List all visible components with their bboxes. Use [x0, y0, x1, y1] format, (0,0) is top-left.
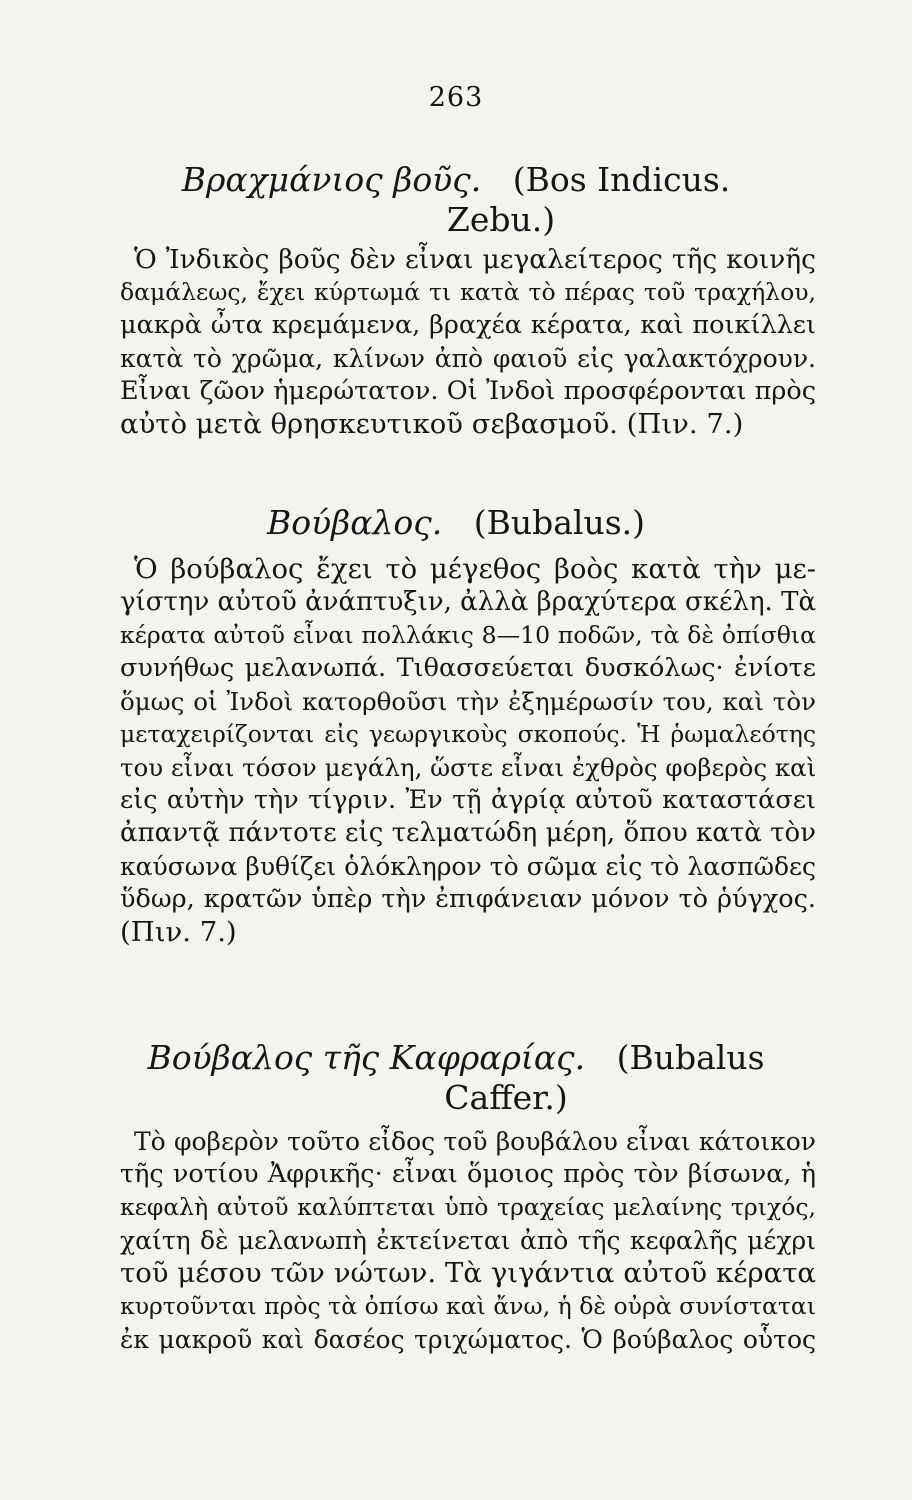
- text-line: συνήθως μελανωπά. Τιθασσεύεται δυσκόλως· ἐνίοτε: [120, 653, 816, 683]
- section-heading-bubalus: [0, 503, 912, 543]
- text-line: (Πιν. 7.): [120, 916, 237, 948]
- text-line: κέρατα αὐτοῦ εἶναι πολλάκις 8—10 ποδῶν, τὰ δὲ ὀπίσθια: [120, 621, 816, 649]
- text-line: τῆς νοτίου Ἀφρικῆς· εἶναι ὅμοιος πρὸς τὸν βίσωνα, ἡ: [120, 1159, 816, 1189]
- heading-greek: Βούβαλος τῆς Καφραρίας.: [147, 1038, 586, 1077]
- text-line: μεταχειρίζονται εἰς γεωργικοὺς σκοπούς. Ἡ ῥωμαλεότης: [120, 720, 816, 748]
- text-line: ὕδωρ, κρατῶν ὑπὲρ τὴν ἐπιφάνειαν μόνον τὸ ῥύγχος.: [120, 884, 816, 914]
- text-line: γίστην αὐτοῦ ἀνάπτυξιν, ἀλλὰ βραχύτερα σκέλη. Τὰ: [120, 587, 816, 617]
- paragraph-bubalus-caffer: [120, 1125, 816, 1356]
- text-line: αὐτὸ μετὰ θρησκευτικοῦ σεβασμοῦ. (Πιν. 7.): [120, 408, 744, 440]
- paragraph-zebu: [120, 243, 816, 441]
- text-line: μακρὰ ὦτα κρεμάμενα, βραχέα κέρατα, καὶ ποικίλλει: [120, 310, 816, 340]
- text-line: χαίτη δὲ μελανωπὴ ἐκτείνεται ἀπὸ τῆς κεφαλῆς μέχρι: [120, 1226, 816, 1255]
- text-line: Τὸ φοβερὸν τοῦτο εἶδος τοῦ βουβάλου εἶναι κάτοικον: [134, 1127, 816, 1156]
- section-heading-zebu: [0, 160, 912, 240]
- page-number: 263: [428, 82, 484, 113]
- text-line: κεφαλὴ αὐτοῦ καλύπτεται ὑπὸ τραχείας μελαίνης τριχός,: [120, 1193, 816, 1221]
- heading-latin-cont: Zebu.): [446, 200, 556, 239]
- text-line: κατὰ τὸ χρῶμα, κλίνων ἀπὸ φαιοῦ εἰς γαλακτόχρουν.: [120, 344, 816, 373]
- text-line: Ὁ βούβαλος ἔχει τὸ μέγεθος βοὸς κατὰ τὴν με-: [134, 553, 816, 585]
- heading-greek: Βούβαλος.: [266, 503, 443, 542]
- text-line: ὅμως οἱ Ἰνδοὶ κατορθοῦσι τὴν ἐξημέρωσίν του, καὶ τὸν: [120, 687, 816, 716]
- heading-latin: (Bos Indicus.: [512, 160, 731, 199]
- heading-latin-cont: Caffer.): [444, 1078, 568, 1117]
- text-line: του εἶναι τόσον μεγάλη, ὥστε εἶναι ἐχθρὸς φοβερὸς καὶ: [120, 753, 817, 782]
- text-line: Ὁ Ἰνδικὸς βοῦς δὲν εἶναι μεγαλείτερος τῆς κοινῆς: [134, 244, 816, 275]
- text-line: ἐκ μακροῦ καὶ δασέος τριχώματος. Ὁ βούβαλος οὗτος: [120, 1325, 816, 1354]
- heading-greek: Βραχμάνιος βοῦς.: [181, 160, 482, 199]
- text-line: δαμάλεως, ἔχει κύρτωμά τι κατὰ τὸ πέρας τοῦ τραχήλου,: [120, 278, 816, 306]
- text-line: Εἶναι ζῶον ἡμερώτατον. Οἱ Ἰνδοὶ προσφέρονται πρὸς: [120, 376, 816, 406]
- text-line: καύσωνα βυθίζει ὁλόκληρον τὸ σῶμα εἰς τὸ λασπῶδες: [120, 852, 816, 881]
- section-heading-bubalus-caffer: [0, 1038, 912, 1118]
- heading-latin: (Bubalus.): [473, 503, 646, 542]
- paragraph-bubalus: [120, 553, 816, 949]
- text-line: ἀπαντᾷ πάντοτε εἰς τελματώδη μέρη, ὅπου κατὰ τὸν: [120, 818, 816, 848]
- text-line: κυρτοῦνται πρὸς τὰ ὀπίσω καὶ ἄνω, ἡ δὲ οὐρὰ συνίσταται: [120, 1292, 816, 1320]
- heading-latin: (Bubalus: [616, 1038, 765, 1077]
- text-line: τοῦ μέσου τῶν νώτων. Τὰ γιγάντια αὐτοῦ κέρατα: [120, 1257, 816, 1289]
- text-line: εἰς αὐτὴν τὴν τίγριν. Ἐν τῇ ἀγρίᾳ αὐτοῦ καταστάσει: [120, 785, 816, 815]
